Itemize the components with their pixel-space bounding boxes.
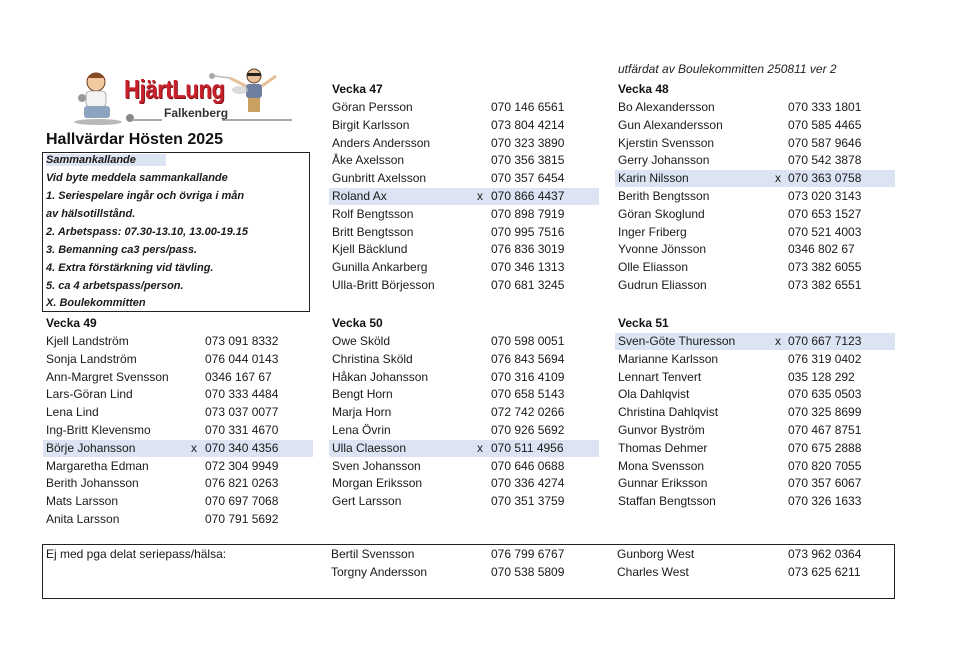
person-row: [43, 351, 313, 368]
person-row: [615, 351, 895, 368]
person-phone: 070 511 4956: [491, 440, 564, 455]
person-phone: 076 821 0263: [205, 476, 279, 491]
person-row: [43, 458, 313, 475]
person-name: Ulla Claesson: [332, 440, 407, 455]
person-phone: 070 356 3815: [491, 153, 565, 168]
person-row: [615, 117, 895, 134]
person-name: Bengt Horn: [332, 387, 393, 402]
person-row: [615, 422, 895, 439]
person-row: [329, 259, 599, 276]
person-phone: 073 382 6551: [788, 278, 862, 292]
person-phone: 070 333 1801: [788, 100, 862, 114]
person-name: Sven Johansson: [332, 458, 421, 473]
person-phone: 070 635 0503: [788, 387, 862, 402]
person-phone: 076 843 5694: [491, 351, 565, 366]
person-row-convener: [329, 188, 599, 205]
person-phone: 070 333 4484: [205, 387, 279, 402]
person-name: Christina Dahlqvist: [618, 405, 719, 420]
person-row: [615, 404, 895, 421]
info-line: X. Boulekommitten: [46, 297, 146, 309]
info-line: 3. Bemanning ca3 pers/pass.: [46, 244, 198, 256]
person-row: [329, 458, 599, 475]
person-phone: 076 836 3019: [491, 242, 565, 257]
person-phone: 070 866 4437: [491, 189, 565, 203]
person-name: Owe Sköld: [332, 334, 391, 348]
info-line: 1. Seriespelare ingår och övriga i mån: [46, 190, 245, 202]
person-name: Gerry Johansson: [618, 153, 710, 168]
person-row: [615, 440, 895, 457]
person-name: Christina Sköld: [332, 351, 413, 366]
convener-mark: x: [775, 334, 781, 348]
issued-note: utfärdat av Boulekommitten 250811 ver 2: [618, 62, 837, 76]
person-phone: 070 587 9646: [788, 135, 862, 150]
person-phone: 070 995 7516: [491, 224, 565, 239]
excluded-name: Bertil Svensson: [331, 547, 415, 561]
logo-title: HjärtLung: [124, 74, 225, 104]
person-phone: 070 363 0758: [788, 171, 862, 186]
person-name: Yvonne Jönsson: [618, 242, 707, 257]
person-phone: 070 323 3890: [491, 135, 565, 150]
convener-mark: x: [477, 440, 483, 455]
person-row: [329, 241, 599, 258]
person-phone: 070 351 3759: [491, 494, 565, 509]
person-name: Lars-Göran Lind: [46, 387, 133, 402]
info-line: 2. Arbetspass: 07.30-13.10, 13.00-19.15: [46, 226, 249, 238]
person-phone: 073 037 0077: [205, 405, 279, 420]
person-name: Åke Axelsson: [332, 153, 405, 168]
person-phone: 070 658 5143: [491, 387, 565, 402]
person-phone: 070 653 1527: [788, 206, 862, 221]
person-name: Mats Larsson: [46, 494, 119, 509]
person-row: [329, 475, 599, 492]
person-row: [329, 404, 599, 421]
person-row: [329, 224, 599, 241]
person-name: Britt Bengtsson: [332, 224, 414, 239]
person-name: Ola Dahlqvist: [618, 387, 690, 402]
excluded-phone: 073 625 6211: [788, 565, 861, 579]
person-phone: 072 742 0266: [491, 405, 565, 420]
person-phone: 076 319 0402: [788, 351, 862, 366]
person-phone: 070 542 3878: [788, 153, 862, 168]
week-heading: Vecka 50: [332, 316, 383, 330]
person-row: [329, 117, 599, 134]
person-row: [329, 206, 599, 223]
person-row-convener: [329, 440, 599, 457]
person-phone: 070 146 6561: [491, 100, 565, 114]
excluded-phone: 070 538 5809: [491, 565, 565, 579]
person-name: Rolf Bengtsson: [332, 206, 414, 221]
person-row: [615, 188, 895, 205]
excluded-name: Charles West: [617, 565, 689, 579]
person-phone: 070 336 4274: [491, 476, 565, 491]
person-name: Göran Skoglund: [618, 206, 705, 221]
person-row: [329, 333, 599, 350]
person-row: [329, 277, 599, 294]
person-name: Gunvor Byström: [618, 423, 705, 437]
person-phone: 073 091 8332: [205, 334, 279, 348]
person-row-convener: [615, 333, 895, 350]
person-name: Ulla-Britt Börjesson: [332, 278, 435, 292]
person-row: [43, 404, 313, 421]
person-phone: 070 791 5692: [205, 512, 279, 526]
info-line: 4. Extra förstärkning vid tävling.: [46, 262, 214, 274]
person-name: Göran Persson: [332, 100, 413, 114]
person-name: Lena Övrin: [332, 423, 391, 437]
person-row-convener: [43, 440, 313, 457]
excluded-label: Ej med pga delat seriepass/hälsa:: [46, 547, 227, 561]
info-line: Sammankallande: [46, 154, 166, 166]
person-name: Ing-Britt Klevensmo: [46, 423, 151, 437]
person-phone: 070 326 1633: [788, 494, 862, 509]
person-name: Ann-Margret Svensson: [46, 369, 169, 384]
person-row: [615, 475, 895, 492]
person-row-convener: [615, 170, 895, 187]
person-name: Inger Friberg: [618, 224, 687, 239]
person-row: [329, 386, 599, 403]
person-name: Anita Larsson: [46, 512, 120, 526]
person-row: [615, 135, 895, 152]
person-row: [329, 351, 599, 368]
person-name: Bo Alexandersson: [618, 100, 715, 114]
person-phone: 073 804 4214: [491, 117, 565, 132]
person-row: [329, 493, 599, 510]
person-phone: 070 646 0688: [491, 458, 565, 473]
person-phone: 070 357 6067: [788, 476, 862, 491]
person-row: [329, 170, 599, 187]
person-name: Gunilla Ankarberg: [332, 260, 428, 275]
person-row: [615, 99, 895, 116]
person-phone: 0346 802 67: [788, 242, 855, 257]
logo-subtitle: Falkenberg: [164, 106, 229, 120]
person-name: Roland Ax: [332, 189, 387, 203]
person-phone: 070 521 4003: [788, 224, 862, 239]
week-heading: Vecka 49: [46, 316, 97, 330]
person-phone: 076 044 0143: [205, 351, 279, 366]
person-phone: 073 020 3143: [788, 189, 862, 203]
person-row: [615, 386, 895, 403]
person-name: Olle Eliasson: [618, 260, 689, 275]
person-name: Lena Lind: [46, 405, 99, 420]
excluded-phone: 076 799 6767: [491, 547, 565, 561]
person-phone: 070 667 7123: [788, 334, 862, 348]
excluded-phone: 073 962 0364: [788, 547, 862, 561]
person-name: Gert Larsson: [332, 494, 402, 509]
person-name: Börje Johansson: [46, 440, 136, 455]
info-line: 5. ca 4 arbetspass/person.: [46, 280, 184, 292]
person-name: Gudrun Eliasson: [618, 278, 707, 292]
document-title: Hallvärdar Hösten 2025: [46, 131, 223, 148]
person-row: [615, 493, 895, 510]
person-phone: 070 675 2888: [788, 440, 862, 455]
person-phone: 070 316 4109: [491, 369, 565, 384]
person-name: Marja Horn: [332, 405, 392, 420]
person-row: [615, 458, 895, 475]
person-phone: 070 325 8699: [788, 405, 862, 420]
person-name: Anders Andersson: [332, 135, 431, 150]
week-heading: Vecka 48: [618, 82, 669, 96]
person-phone: 070 331 4670: [205, 423, 279, 437]
person-name: Margaretha Edman: [46, 458, 149, 473]
excluded-name: Gunborg West: [617, 547, 695, 561]
person-phone: 070 820 7055: [788, 458, 862, 473]
person-name: Kjerstin Svensson: [618, 135, 715, 150]
excluded-name: Torgny Andersson: [331, 565, 428, 579]
person-phone: 070 585 4465: [788, 117, 862, 132]
person-phone: 070 467 8751: [788, 423, 862, 437]
person-name: Kjell Landström: [46, 334, 129, 348]
person-phone: 070 340 4356: [205, 440, 279, 455]
person-name: Lennart Tenvert: [618, 369, 702, 384]
logo: [72, 68, 300, 126]
week-heading: Vecka 47: [332, 82, 383, 96]
person-row: [43, 475, 313, 492]
person-phone: 035 128 292: [788, 369, 855, 384]
person-name: Gun Alexandersson: [618, 117, 723, 132]
person-phone: 070 598 0051: [491, 334, 565, 348]
person-row: [615, 241, 895, 258]
person-name: Staffan Bengtsson: [618, 494, 716, 509]
person-phone: 073 382 6055: [788, 260, 862, 275]
person-name: Berith Bengtsson: [618, 189, 710, 203]
info-line: Vid byte meddela sammankallande: [46, 172, 228, 184]
person-phone: 070 697 7068: [205, 494, 279, 509]
person-name: Thomas Dehmer: [618, 440, 708, 455]
person-name: Birgit Karlsson: [332, 117, 410, 132]
info-line: av hälsotillstånd.: [46, 208, 136, 220]
person-name: Sven-Göte Thuresson: [618, 334, 736, 348]
person-row: [615, 206, 895, 223]
person-phone: 070 357 6454: [491, 171, 565, 186]
person-row: [615, 259, 895, 276]
person-name: Kjell Bäcklund: [332, 242, 408, 257]
person-row: [43, 369, 313, 386]
person-row: [615, 224, 895, 241]
person-row: [43, 333, 313, 350]
convener-mark: x: [477, 189, 483, 203]
person-row: [43, 422, 313, 439]
person-name: Gunnar Eriksson: [618, 476, 708, 491]
person-phone: 070 346 1313: [491, 260, 565, 275]
person-name: Gunbritt Axelsson: [332, 171, 427, 186]
person-row: [329, 422, 599, 439]
person-row: [615, 277, 895, 294]
person-phone: 072 304 9949: [205, 458, 279, 473]
person-row: [329, 99, 599, 116]
person-row: [43, 511, 313, 528]
person-name: Marianne Karlsson: [618, 351, 719, 366]
excluded-box: [42, 544, 895, 599]
person-row: [43, 386, 313, 403]
convener-mark: x: [191, 440, 197, 455]
person-name: Håkan Johansson: [332, 369, 429, 384]
person-row: [329, 135, 599, 152]
person-name: Sonja Landström: [46, 351, 137, 366]
person-row: [329, 152, 599, 169]
person-phone: 070 926 5692: [491, 423, 565, 437]
person-name: Mona Svensson: [618, 458, 705, 473]
info-box: [42, 152, 310, 312]
person-name: Berith Johansson: [46, 476, 139, 491]
convener-mark: x: [775, 171, 781, 186]
person-name: Morgan Eriksson: [332, 476, 423, 491]
person-phone: 070 898 7919: [491, 206, 565, 221]
person-name: Karin Nilsson: [618, 171, 689, 186]
person-phone: 0346 167 67: [205, 369, 272, 384]
person-phone: 070 681 3245: [491, 278, 565, 292]
person-row: [329, 369, 599, 386]
person-row: [43, 493, 313, 510]
person-row: [615, 152, 895, 169]
person-row: [615, 369, 895, 386]
week-heading: Vecka 51: [618, 316, 669, 330]
